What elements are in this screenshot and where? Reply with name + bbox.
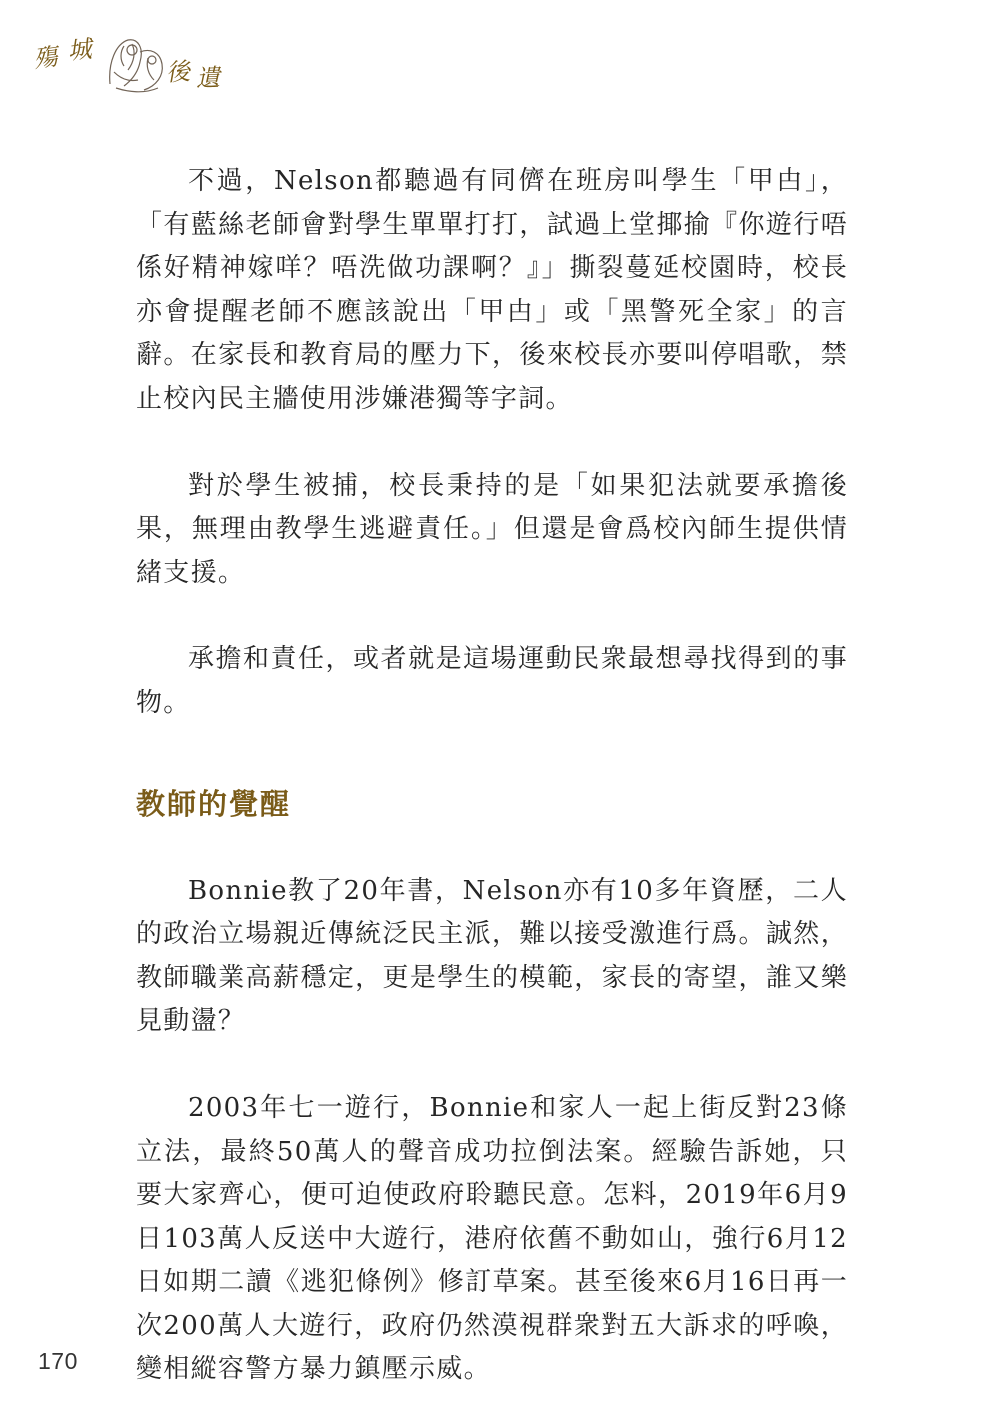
paragraph: 2003年七一遊行，Bonnie和家人一起上街反對23條立法，最終50萬人的聲音成功拉倒法案。經驗告訴她，只要大家齊心，便可迫使政府聆聽民意。怎料，2019年6月9日103萬人反送中大遊行，港府依舊不動如山，強行6月12日如期二讀《逃犯條例》修訂草案。甚至後來6月16日再一次200萬人大遊行，政府仍然漠視群衆對五大訴求的呼喚，變相縱容警方暴力鎮壓示威。	[136, 1092, 848, 1385]
svg-text:遺: 遺	[195, 63, 221, 93]
page-content	[136, 160, 848, 1392]
paragraph: 不過，Nelson都聽過有同儕在班房叫學生「甲甴」，「有藍絲老師會對學生單單打打，試過上堂揶揄『你遊行唔係好精神嫁咩？唔洗做功課啊？』」撕裂蔓延校園時，校長亦會提醒老師不應該說出「甲甴」或「黑警死全家」的言辭。在家長和教育局的壓力下，後來校長亦要叫停唱歌，禁止校內民主牆使用涉嫌港獨等字詞。	[136, 166, 848, 414]
paragraph: 對於學生被捕，校長秉持的是「如果犯法就要承擔後果，無理由教學生逃避責任。」但還是會爲校內師生提供情緒支援。	[136, 470, 848, 588]
paragraph: 承擔和責任，或者就是這場運動民衆最想尋找得到的事物。	[136, 644, 848, 718]
page-number: 170	[38, 1348, 78, 1374]
book-title-logo	[28, 22, 238, 102]
section-heading: 教師的覺醒	[136, 786, 292, 821]
book-title-logo-graphic	[28, 22, 238, 102]
svg-text:殤: 殤	[31, 42, 60, 74]
svg-text:城: 城	[66, 34, 93, 66]
svg-text:後: 後	[164, 57, 191, 87]
paragraph: Bonnie教了20年書，Nelson亦有10多年資歷，二人的政治立場親近傳統泛民主派，難以接受激進行爲。誠然，教師職業高薪穩定，更是學生的模範，家長的寄望，誰又樂見動盪？	[136, 875, 848, 1037]
